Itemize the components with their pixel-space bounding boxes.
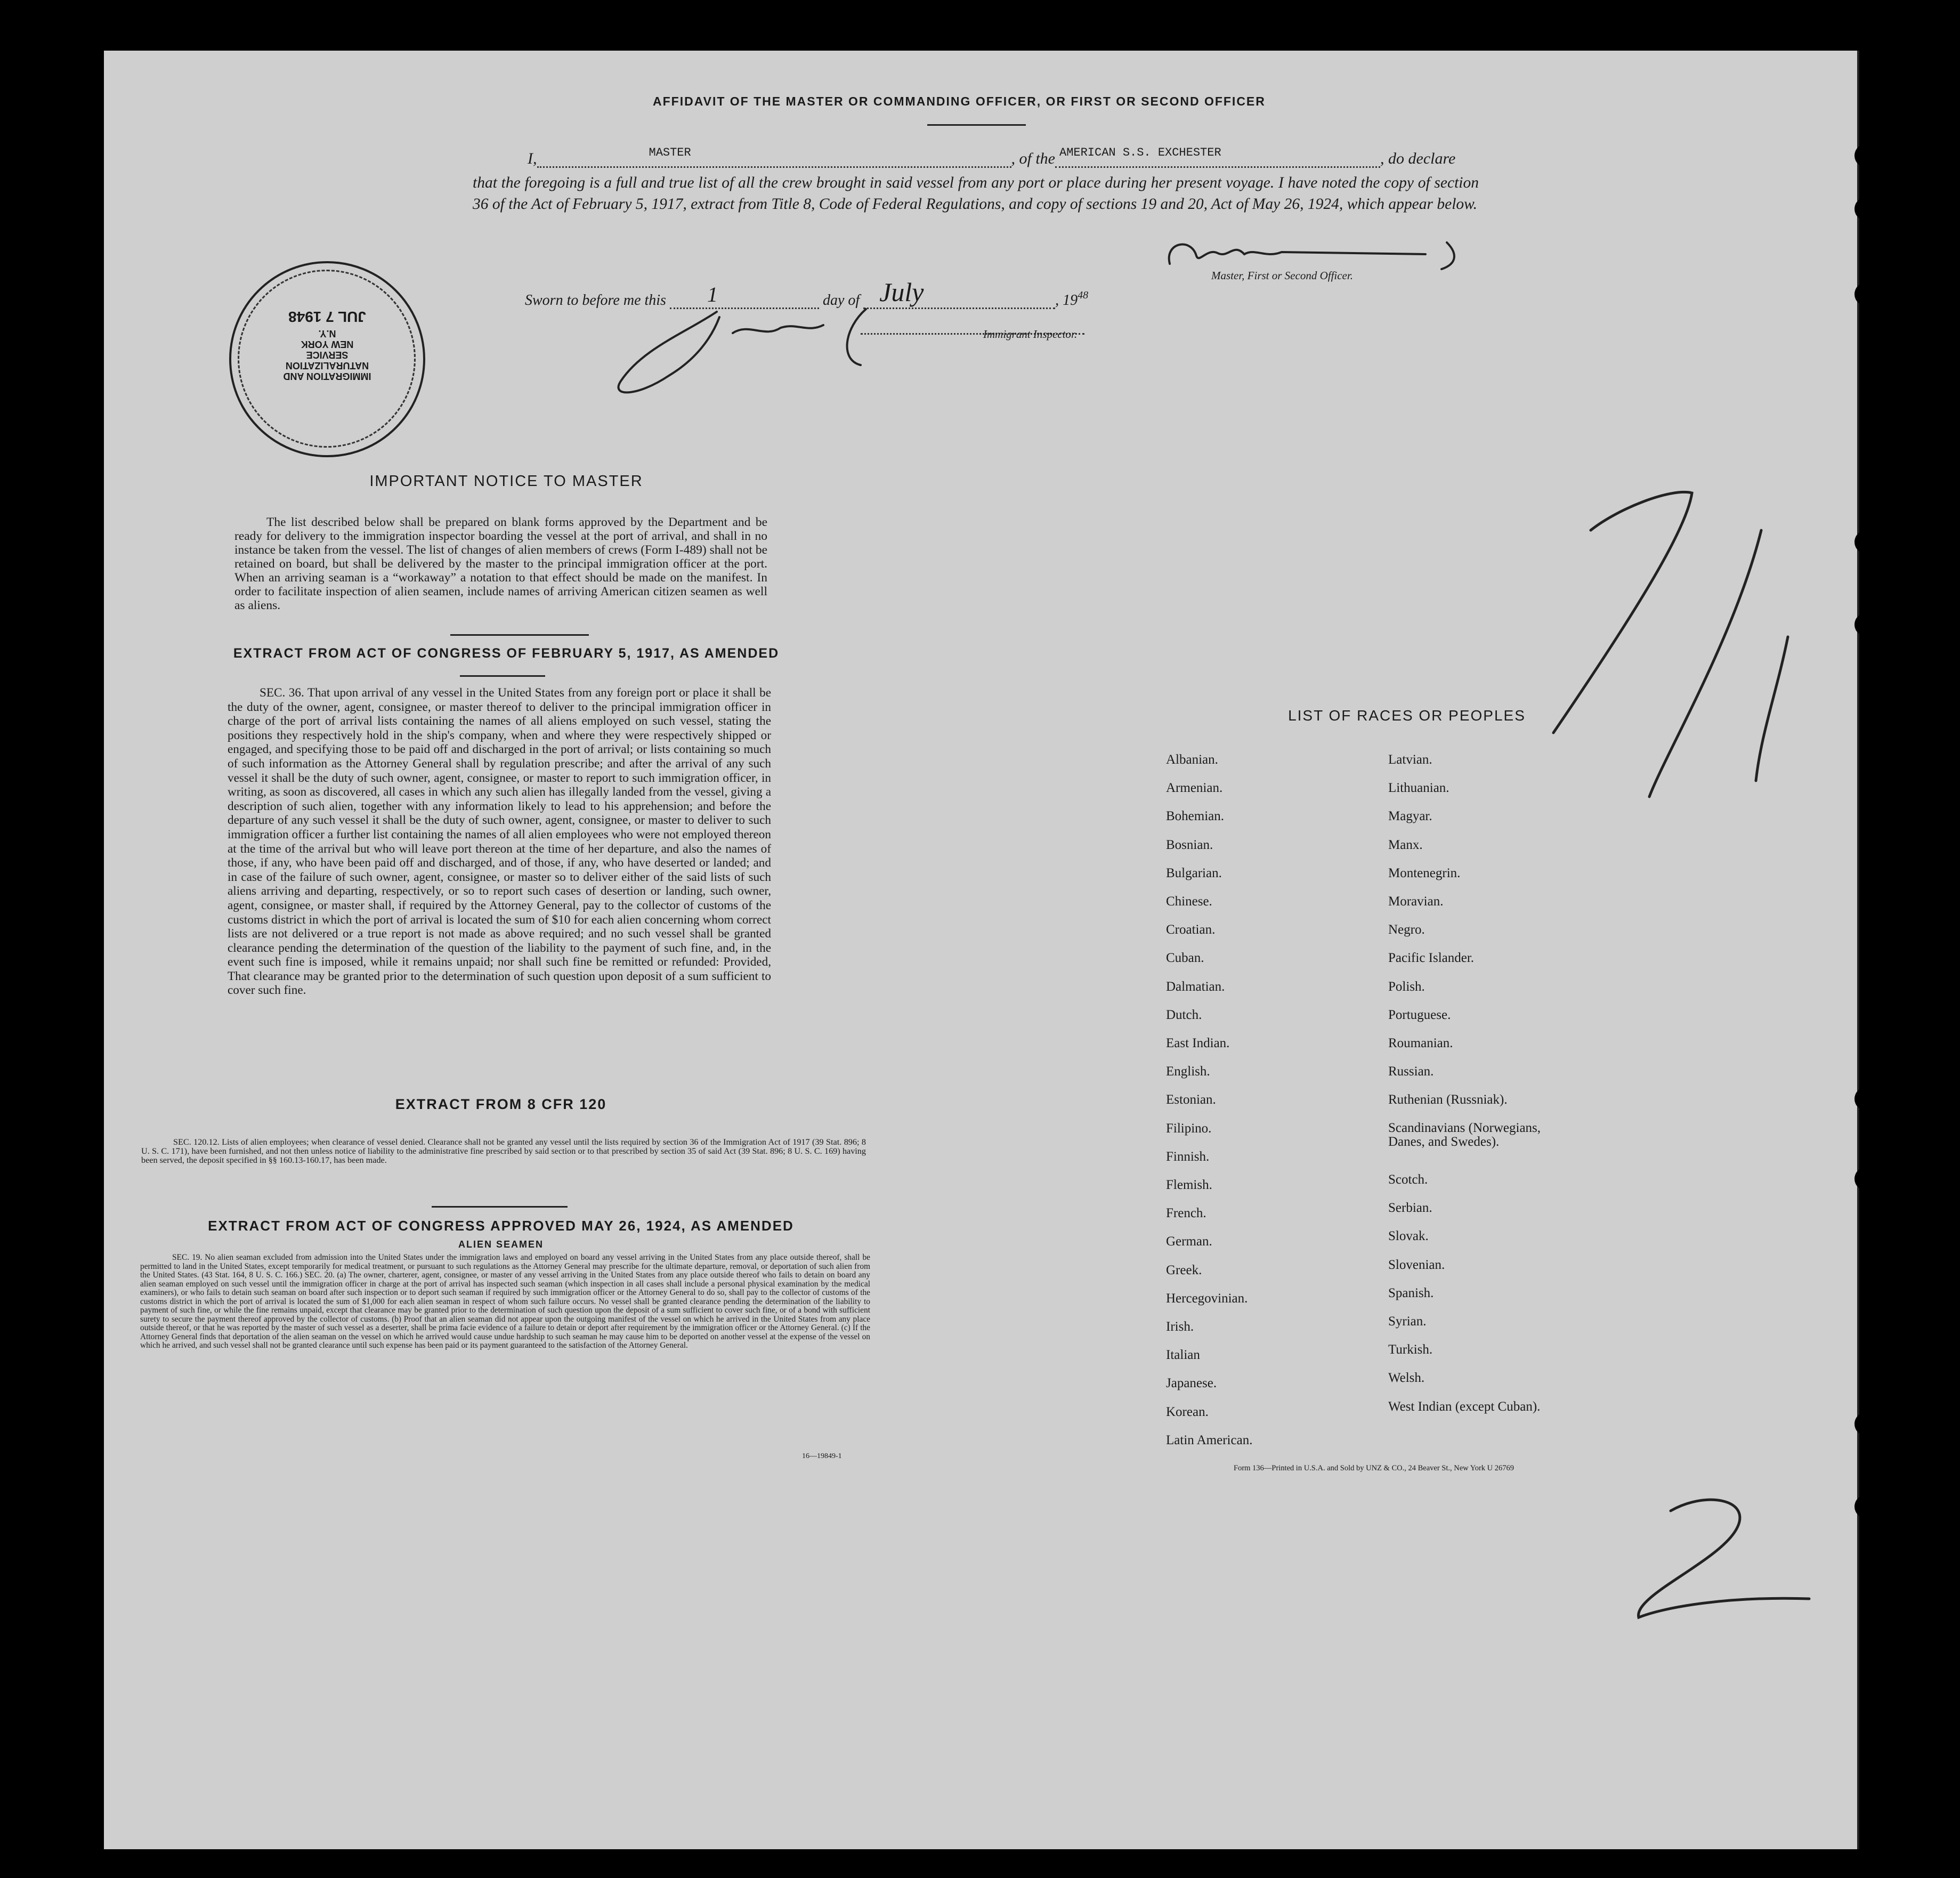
day-value: 1 bbox=[707, 282, 718, 306]
extract-1924-title: EXTRACT FROM ACT OF CONGRESS APPROVED MAY 26, 1924, AS AMENDED bbox=[208, 1218, 794, 1234]
race-item: Ruthenian (Russniak). bbox=[1388, 1092, 1508, 1107]
race-item: Magyar. bbox=[1388, 809, 1432, 824]
binder-hole bbox=[1854, 144, 1878, 167]
race-item: Latvian. bbox=[1388, 752, 1432, 767]
stamp-line: IMMIGRATION AND bbox=[283, 371, 371, 382]
race-item: East Indian. bbox=[1166, 1036, 1230, 1050]
race-item: Montenegrin. bbox=[1388, 865, 1461, 880]
race-item: Moravian. bbox=[1388, 894, 1444, 909]
race-item: Scandinavians (Norwegians, Danes, and Swedes). bbox=[1388, 1120, 1541, 1149]
i-label: I, bbox=[528, 150, 537, 167]
day-of-label: day of bbox=[822, 292, 860, 309]
race-item: Cuban. bbox=[1166, 951, 1204, 966]
race-item: Armenian. bbox=[1166, 781, 1223, 796]
vessel-value: AMERICAN S.S. EXCHESTER bbox=[1059, 146, 1221, 159]
race-item: French. bbox=[1166, 1206, 1206, 1221]
form-footer: Form 136—Printed in U.S.A. and Sold by UNZ & CO., 24 Beaver St., New York U 26769 bbox=[1234, 1464, 1514, 1472]
race-item: Albanian. bbox=[1166, 752, 1218, 767]
stamp-line: NATURALIZATION bbox=[285, 360, 369, 371]
race-item: Chinese. bbox=[1166, 894, 1212, 909]
divider bbox=[927, 124, 1026, 126]
inspector-signature bbox=[610, 301, 930, 402]
do-declare-label: , do declare bbox=[1380, 150, 1456, 167]
race-item: Dalmatian. bbox=[1166, 979, 1225, 994]
race-item: Filipino. bbox=[1166, 1121, 1212, 1136]
race-item: Irish. bbox=[1166, 1320, 1194, 1334]
race-item: Syrian. bbox=[1388, 1314, 1427, 1329]
race-item: Croatian. bbox=[1166, 922, 1216, 937]
race-item: Welsh. bbox=[1388, 1371, 1425, 1386]
vessel-field[interactable] bbox=[1055, 148, 1380, 168]
handwritten-page-number bbox=[1511, 477, 1841, 802]
stamp-text bbox=[263, 311, 391, 382]
race-item: Finnish. bbox=[1166, 1149, 1210, 1164]
race-item: Pacific Islander. bbox=[1388, 951, 1475, 966]
officer-field[interactable] bbox=[537, 148, 1011, 168]
race-item: Bohemian. bbox=[1166, 809, 1225, 824]
binder-hole bbox=[1854, 1167, 1878, 1191]
affidavit-body: that the foregoing is a full and true list of all the crew brought in said vessel from any port or place during her present voyage. I have noted the copy of section 36 of the Act of February 5, 1917, extract from Title 8, Code of Federal Regulations, and copy of sections 19 and 20, Act of May 26, 1924, which appear below. bbox=[473, 174, 1479, 213]
race-item: Flemish. bbox=[1166, 1178, 1212, 1192]
inspector-caption: Immigrant Inspector. bbox=[983, 328, 1078, 341]
binder-hole bbox=[1854, 282, 1878, 306]
handwritten-number bbox=[1623, 1490, 1815, 1633]
binder-hole bbox=[1854, 613, 1878, 636]
sworn-label: Sworn to before me this bbox=[525, 292, 666, 309]
extract-1924-subtitle: ALIEN SEAMEN bbox=[458, 1239, 544, 1250]
stamp-line: NEW YORK bbox=[301, 339, 354, 350]
race-item: Hercegovinian. bbox=[1166, 1291, 1248, 1306]
inspection-stamp bbox=[229, 261, 425, 457]
divider bbox=[432, 1206, 568, 1208]
form-code: 16—19849-1 bbox=[802, 1452, 842, 1460]
race-item: Roumanian. bbox=[1388, 1036, 1453, 1050]
affidavit-declaration-line bbox=[528, 148, 1593, 168]
extract-1917-title: EXTRACT FROM ACT OF CONGRESS OF FEBRUARY 5, 1917, AS AMENDED bbox=[233, 646, 780, 661]
stamp-date: JUL 7 1948 bbox=[288, 309, 366, 325]
race-item: Bosnian. bbox=[1166, 837, 1213, 852]
race-item: Scotch. bbox=[1388, 1172, 1428, 1187]
officer-value: MASTER bbox=[649, 146, 691, 159]
race-item: Korean. bbox=[1166, 1404, 1209, 1419]
race-item: Manx. bbox=[1388, 837, 1423, 852]
race-item: Turkish. bbox=[1388, 1342, 1433, 1357]
race-item: Russian. bbox=[1388, 1064, 1434, 1079]
affidavit-title: AFFIDAVIT OF THE MASTER OR COMMANDING OFFICER, OR FIRST OR SECOND OFFICER bbox=[653, 94, 1266, 108]
signature-caption: Master, First or Second Officer. bbox=[1211, 269, 1353, 282]
race-item: Japanese. bbox=[1166, 1376, 1217, 1391]
divider bbox=[450, 634, 589, 636]
stamp-line: SERVICE bbox=[306, 350, 349, 360]
stamp-line: N.Y. bbox=[318, 328, 336, 339]
extract-1917-body: SEC. 36. That upon arrival of any vessel in the United States from any foreign port or place it shall be the duty of the owner, agent, consignee, or master thereof to deliver to the principal immigration officer in charge of the port of arrival lists containing the names of all aliens employed on such vessel, stating the positions they respectively hold in the ship's company, when and where they were respectively shipped or engaged, and specifying those to be paid off and discharged in the port of arrival; or lists containing so much of such information as the Attorney General shall by regulation prescribe; and after the arrival of any such vessel it shall be the duty of such owner, agent, consignee, or master to report to such immigration officer, in writing, as soon as discovered, all cases in which any such alien has illegally landed from the vessel, giving a description of such alien, together with any information likely to lead to his apprehension; and before the departure of any such vessel it shall be the duty of such owner, agent, consignee, or master to deliver to such immigration officer a further list containing the names of all alien employees who were not employed thereon at the time of the arrival but who will leave port thereon at the time of her departure, and also the names of those, if any, who have been paid off and discharged, and of those, if any, who have deserted or landed; and in case of the failure of such owner, agent, consignee, or master so to deliver either of the said lists of such aliens arriving and departing, respectively, or so to report such cases of desertion or landing, such owner, agent, consignee, or master shall, if required by the Attorney General, pay to the collector of customs of the customs district in which the port of arrival is located the sum of $10 for each alien concerning whom correct lists are not delivered or a true report is not made as above required; and no such vessel shall be granted clearance pending the determination of the question of the liability to the payment of such fine, and, in the event such fine is imposed, while it remains unpaid; nor shall such fine be remitted or refunded: Provided, That clearance may be granted prior to the determination of such question upon deposit of a sum sufficient to cover such fine. bbox=[228, 686, 771, 998]
race-item: Italian bbox=[1166, 1348, 1200, 1363]
race-item: German. bbox=[1166, 1234, 1212, 1249]
binder-hole bbox=[1854, 1412, 1878, 1436]
race-item: Lithuanian. bbox=[1388, 781, 1449, 796]
race-item: Slovak. bbox=[1388, 1229, 1429, 1244]
of-the-label: , of the bbox=[1011, 150, 1055, 167]
notice-title: IMPORTANT NOTICE TO MASTER bbox=[369, 473, 643, 490]
race-item: Estonian. bbox=[1166, 1092, 1216, 1107]
divider bbox=[460, 675, 545, 677]
extract-1924-body: SEC. 19. No alien seaman excluded from admission into the United States under the immigration laws and employed on board any vessel arriving in the United States from any place outside thereof, shall be permitted to land in the United States, except temporarily for medical treatment, or pursuant to such regulations as the Attorney General may prescribe for the ultimate departure, removal, or deportation of such alien from the United States. (43 Stat. 164, 8 U. S. C. 166.) SEC. 20. (a) The owner, charterer, agent, consignee, or master of any vessel arriving in the United States from any place outside thereof who fails to detain on board any alien seaman employed on such vessel until the immigration officer in charge at the port of arrival has inspected such seaman (which inspection in all cases shall include a personal physical examination by the medical examiners), or who fails to detain such seaman on board after such inspection or to deport such seaman if required by such immigration officer or the Attorney General to do so, shall pay to the collector of customs of the customs district in which the port of arrival is located the sum of $1,000 for each alien seaman in respect of whom such failure occurs. No vessel shall be granted clearance pending the determination of the liability to payment of such fine, or while the fine remains unpaid, except that clearance may be granted prior to the determination of such question upon the deposit of a sum sufficient to cover such fine, or of a bond with sufficient surety to secure the payment thereof approved by the collector of customs. (b) Proof that an alien seaman did not appear upon the outgoing manifest of the vessel on which he arrived in the United States from any place outside thereof, or that he was reported by the master of such vessel as a deserter, shall be prima facie evidence of a failure to detain or deport after requirement by the immigration officer or the Attorney General. (c) If the Attorney General finds that deportation of the alien seaman on the vessel on which he arrived would cause undue hardship to such seaman he may cause him to be deported on another vessel at the expense of the vessel on which he arrived, and such vessel shall not be granted clearance until such expense has been paid or its payment guaranteed to the satisfaction of the Attorney General. bbox=[140, 1253, 870, 1350]
race-item: Greek. bbox=[1166, 1262, 1202, 1277]
race-item: Slovenian. bbox=[1388, 1257, 1445, 1272]
year-value: 48 bbox=[1078, 289, 1089, 301]
race-item: English. bbox=[1166, 1064, 1210, 1079]
races-title: LIST OF RACES OR PEOPLES bbox=[1288, 707, 1526, 724]
race-item: Bulgarian. bbox=[1166, 865, 1222, 880]
race-item: Latin American. bbox=[1166, 1432, 1253, 1447]
binder-hole bbox=[1854, 1495, 1878, 1518]
month-value: July bbox=[879, 277, 924, 307]
race-item: Negro. bbox=[1388, 922, 1425, 937]
binder-hole bbox=[1854, 1087, 1878, 1111]
race-item: Serbian. bbox=[1388, 1201, 1432, 1216]
race-item: Portuguese. bbox=[1388, 1007, 1451, 1022]
race-item: West Indian (except Cuban). bbox=[1388, 1399, 1541, 1414]
race-item: Polish. bbox=[1388, 979, 1425, 994]
race-item: Spanish. bbox=[1388, 1285, 1434, 1300]
extract-cfr-body: SEC. 120.12. Lists of alien employees; when clearance of vessel denied. Clearance shall not be granted any vessel until the lists required by section 36 of the Immigration Act of 1917 (39 Stat. 896; 8 U. S. C. 171), have been furnished, and not then unless notice of liability to the administrative fine prescribed by said section or to that prescribed by section 35 of said Act (39 Stat. 896; 8 U. S. C. 169) having been served, the deposit specified in §§ 160.13-160.17, has been made. bbox=[141, 1137, 866, 1165]
notice-body: The list described below shall be prepared on blank forms approved by the Department and be ready for delivery to the immigration inspector boarding the vessel at the port of arrival, and shall in no instance be taken from the vessel. The list of changes of alien members of crews (Form I-489) shall not be retained on board, but shall be delivered by the master to the principal immigration officer at the port. When an arriving seaman is a “workaway” a notation to that effect should be made on the manifest. In order to facilitate inspection of alien seamen, include names of arriving American citizen seamen as well as aliens. bbox=[234, 515, 767, 612]
binder-hole bbox=[1854, 197, 1878, 221]
race-item: Dutch. bbox=[1166, 1007, 1202, 1022]
binder-hole bbox=[1854, 530, 1878, 554]
document-sheet bbox=[104, 51, 1859, 1849]
extract-cfr-title: EXTRACT FROM 8 CFR 120 bbox=[395, 1096, 607, 1112]
year-prefix: , 19 bbox=[1055, 292, 1078, 309]
